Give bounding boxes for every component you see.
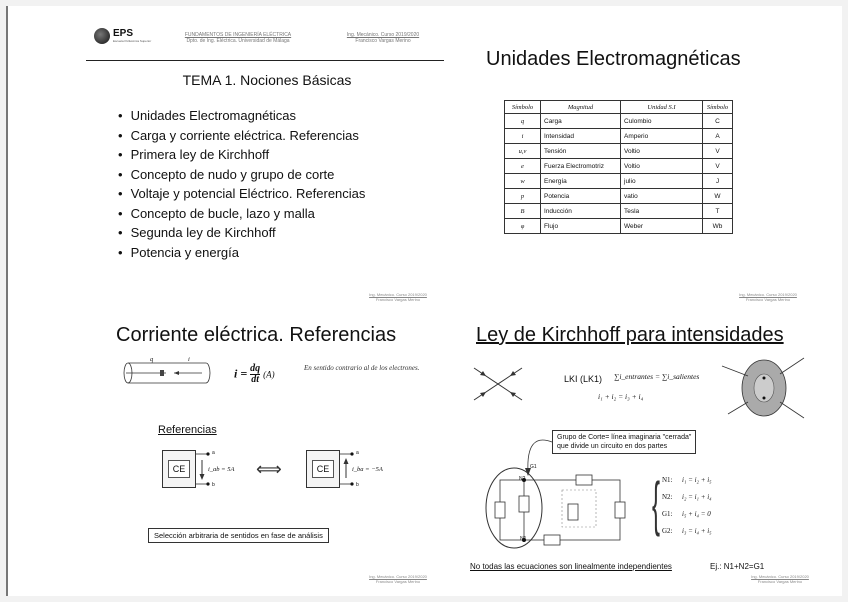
- topic-item: • Concepto de bucle, lazo y malla: [118, 204, 365, 224]
- terminal-b-label: b: [212, 482, 215, 488]
- cell: q: [505, 114, 541, 129]
- node-equations: [662, 472, 712, 540]
- equation-text: i₃ = i₄ + i₅: [682, 527, 712, 535]
- formula-fraction: [250, 364, 260, 385]
- course-name: FUNDAMENTOS DE INGENIERÍA ELÉCTRICA: [184, 32, 292, 38]
- cell: p: [505, 189, 541, 204]
- footer-course: Ing. Mecánico. Curso 2019/2020: [751, 574, 809, 579]
- cell: W: [703, 189, 733, 204]
- lki-example: i₁ + i₂ = i₃ + i₄: [598, 392, 644, 401]
- slide-title: Unidades Electromagnéticas: [486, 48, 741, 70]
- footer-course: Ing. Mecánico. Curso 2019/2020: [739, 292, 797, 297]
- formula-lhs: i =: [234, 366, 248, 381]
- table-header-row: [505, 101, 733, 114]
- equation-label: G2:: [662, 527, 673, 535]
- cell: Amperio: [621, 129, 703, 144]
- topic-item: • Concepto de nudo y grupo de corte: [118, 165, 365, 185]
- slide-unidades: [474, 20, 838, 310]
- header-divider: [86, 60, 444, 61]
- cell: Weber: [621, 219, 703, 234]
- cell: Culombio: [621, 114, 703, 129]
- footer-author: Francisco Vargas Merino: [745, 297, 791, 302]
- table-row: [505, 189, 733, 204]
- equation-label: N2:: [662, 493, 673, 501]
- table-row: [505, 114, 733, 129]
- wire-diagram-icon: [122, 358, 214, 388]
- col-header: Unidad S.I: [621, 101, 703, 114]
- table-row: [505, 129, 733, 144]
- table-row: [505, 204, 733, 219]
- topic-list: [118, 106, 365, 262]
- eps-logo-text: EPS: [113, 28, 134, 39]
- topic-item: • Primera ley de Kirchhoff: [118, 145, 365, 165]
- formula-numerator: dq: [250, 363, 261, 374]
- group-label-g1: G1: [530, 464, 537, 470]
- cell: i: [505, 129, 541, 144]
- current-formula: [234, 364, 275, 385]
- footer-course: Ing. Mecánico. Curso 2019/2020: [369, 574, 427, 579]
- circuit-diagram: [476, 432, 646, 552]
- node-label-n1: N1: [520, 536, 527, 542]
- ce-element-left: [162, 450, 196, 488]
- topic-item: • Segunda ley de Kirchhoff: [118, 223, 365, 243]
- electron-direction-note: En sentido contrario al de los electrones.: [304, 364, 420, 372]
- slide-footer: [348, 292, 448, 302]
- equation-text: i₅ + i₄ = 0: [682, 510, 711, 518]
- table-row: [505, 159, 733, 174]
- cell: Voltio: [621, 159, 703, 174]
- cell: julio: [621, 174, 703, 189]
- right-current-equation: i_ba = −5A: [352, 466, 383, 473]
- cell: w: [505, 174, 541, 189]
- table-row: [505, 144, 733, 159]
- node-currents-icon: [468, 360, 528, 408]
- cell: Energía: [541, 174, 621, 189]
- col-header: Símbolo: [703, 101, 733, 114]
- footer-author: Francisco Vargas Merino: [757, 579, 803, 584]
- cell: T: [703, 204, 733, 219]
- cell: e: [505, 159, 541, 174]
- slide-footer: [730, 574, 830, 584]
- lki-label: LKI (LK1): [564, 374, 603, 384]
- selection-note: Selección arbitraria de sentidos en fase de análisis: [148, 528, 329, 543]
- node-label-n2: N2: [519, 476, 526, 482]
- terminal-a-label: a: [356, 450, 359, 456]
- equation-row: [662, 472, 712, 489]
- cell: Tesla: [621, 204, 703, 219]
- cell: J: [703, 174, 733, 189]
- example-note: Ej.: N1+N2=G1: [710, 562, 765, 571]
- equation-text: i₂ = i₁ + i₄: [682, 493, 712, 501]
- cell: B: [505, 204, 541, 219]
- slide-corriente: [78, 312, 456, 594]
- document-page: [6, 6, 842, 596]
- left-current-equation: i_ab = 5A: [208, 466, 235, 473]
- cell: Inducción: [541, 204, 621, 219]
- cell: Fuerza Electromotriz: [541, 159, 621, 174]
- equation-label: N1:: [662, 476, 673, 484]
- col-header: Símbolo: [505, 101, 541, 114]
- charge-label: q: [150, 356, 154, 363]
- equation-row: [662, 489, 712, 506]
- equations-brace: {: [652, 470, 661, 537]
- department-name: Dpto. de Ing. Eléctrica. Universidad de Málaga: [186, 38, 290, 44]
- terminal-b-label: b: [356, 482, 359, 488]
- equation-text: i₁ = i₂ + i₅: [682, 476, 712, 484]
- formula-denominator: dt: [251, 374, 260, 385]
- cell: u,v: [505, 144, 541, 159]
- cell: Potencia: [541, 189, 621, 204]
- slide-footer: [348, 574, 448, 584]
- course-year: Ing. Mecánico. Curso 2019/2020: [346, 32, 420, 38]
- slide-kirchhoff: [464, 312, 840, 594]
- topic-item: • Voltaje y potencial Eléctrico. Referencias: [118, 184, 365, 204]
- ce-label: CE: [168, 460, 190, 478]
- cell: Carga: [541, 114, 621, 129]
- ce-label: CE: [312, 460, 334, 478]
- slide-title: Ley de Kirchhoff para intensidades: [476, 324, 784, 346]
- table-row: [505, 174, 733, 189]
- cell: V: [703, 144, 733, 159]
- units-table: [504, 100, 733, 234]
- cell: C: [703, 114, 733, 129]
- cell: Tensión: [541, 144, 621, 159]
- independence-note: No todas las ecuaciones son linealmente independientes: [470, 562, 672, 571]
- equation-label: G1:: [662, 510, 673, 518]
- cell: Voltio: [621, 144, 703, 159]
- ce-element-right: [306, 450, 340, 488]
- table-row: [505, 219, 733, 234]
- slide-title: TEMA 1. Nociones Básicas: [182, 72, 352, 88]
- footer-author: Francisco Vargas Merino: [375, 579, 421, 584]
- topic-item: • Unidades Electromagnéticas: [118, 106, 365, 126]
- lki-sum-formula: ∑i_entrantes = ∑i_salientes: [614, 372, 700, 381]
- cell: V: [703, 159, 733, 174]
- col-header: Magnitud: [541, 101, 621, 114]
- cell: Wb: [703, 219, 733, 234]
- eps-logo-icon: [94, 28, 110, 44]
- course-header: [178, 32, 298, 44]
- author-name: Francisco Vargas Merino: [355, 38, 411, 44]
- formula-unit: (A): [263, 369, 275, 380]
- cut-group-line: que divide un circuito en dos partes: [557, 443, 668, 450]
- cut-group-line: Grupo de Corte= línea imaginaria "cerrada": [557, 434, 692, 441]
- current-label: i: [188, 356, 190, 363]
- slide-tema-1: [78, 20, 456, 310]
- footer-course: Ing. Mecánico. Curso 2019/2020: [369, 292, 427, 297]
- equation-row: [662, 523, 712, 540]
- equation-row: [662, 506, 712, 523]
- cut-surface-icon: [718, 352, 808, 422]
- eps-logo: [94, 28, 151, 44]
- slide-title: Corriente eléctrica. Referencias: [116, 324, 397, 346]
- slide-footer: [718, 292, 818, 302]
- eps-logo-subtext: Escuela Politécnica Superior: [113, 39, 152, 43]
- cell: vatio: [621, 189, 703, 204]
- topic-item: • Potencia y energía: [118, 243, 365, 263]
- double-arrow-icon: ⟺: [256, 459, 282, 479]
- topic-item: • Carga y corriente eléctrica. Referencias: [118, 126, 365, 146]
- terminal-a-label: a: [212, 450, 215, 456]
- references-title: Referencias: [158, 424, 217, 436]
- cell: A: [703, 129, 733, 144]
- cell: Intensidad: [541, 129, 621, 144]
- author-header: [328, 32, 438, 44]
- cell: φ: [505, 219, 541, 234]
- cell: Flujo: [541, 219, 621, 234]
- footer-author: Francisco Vargas Merino: [375, 297, 421, 302]
